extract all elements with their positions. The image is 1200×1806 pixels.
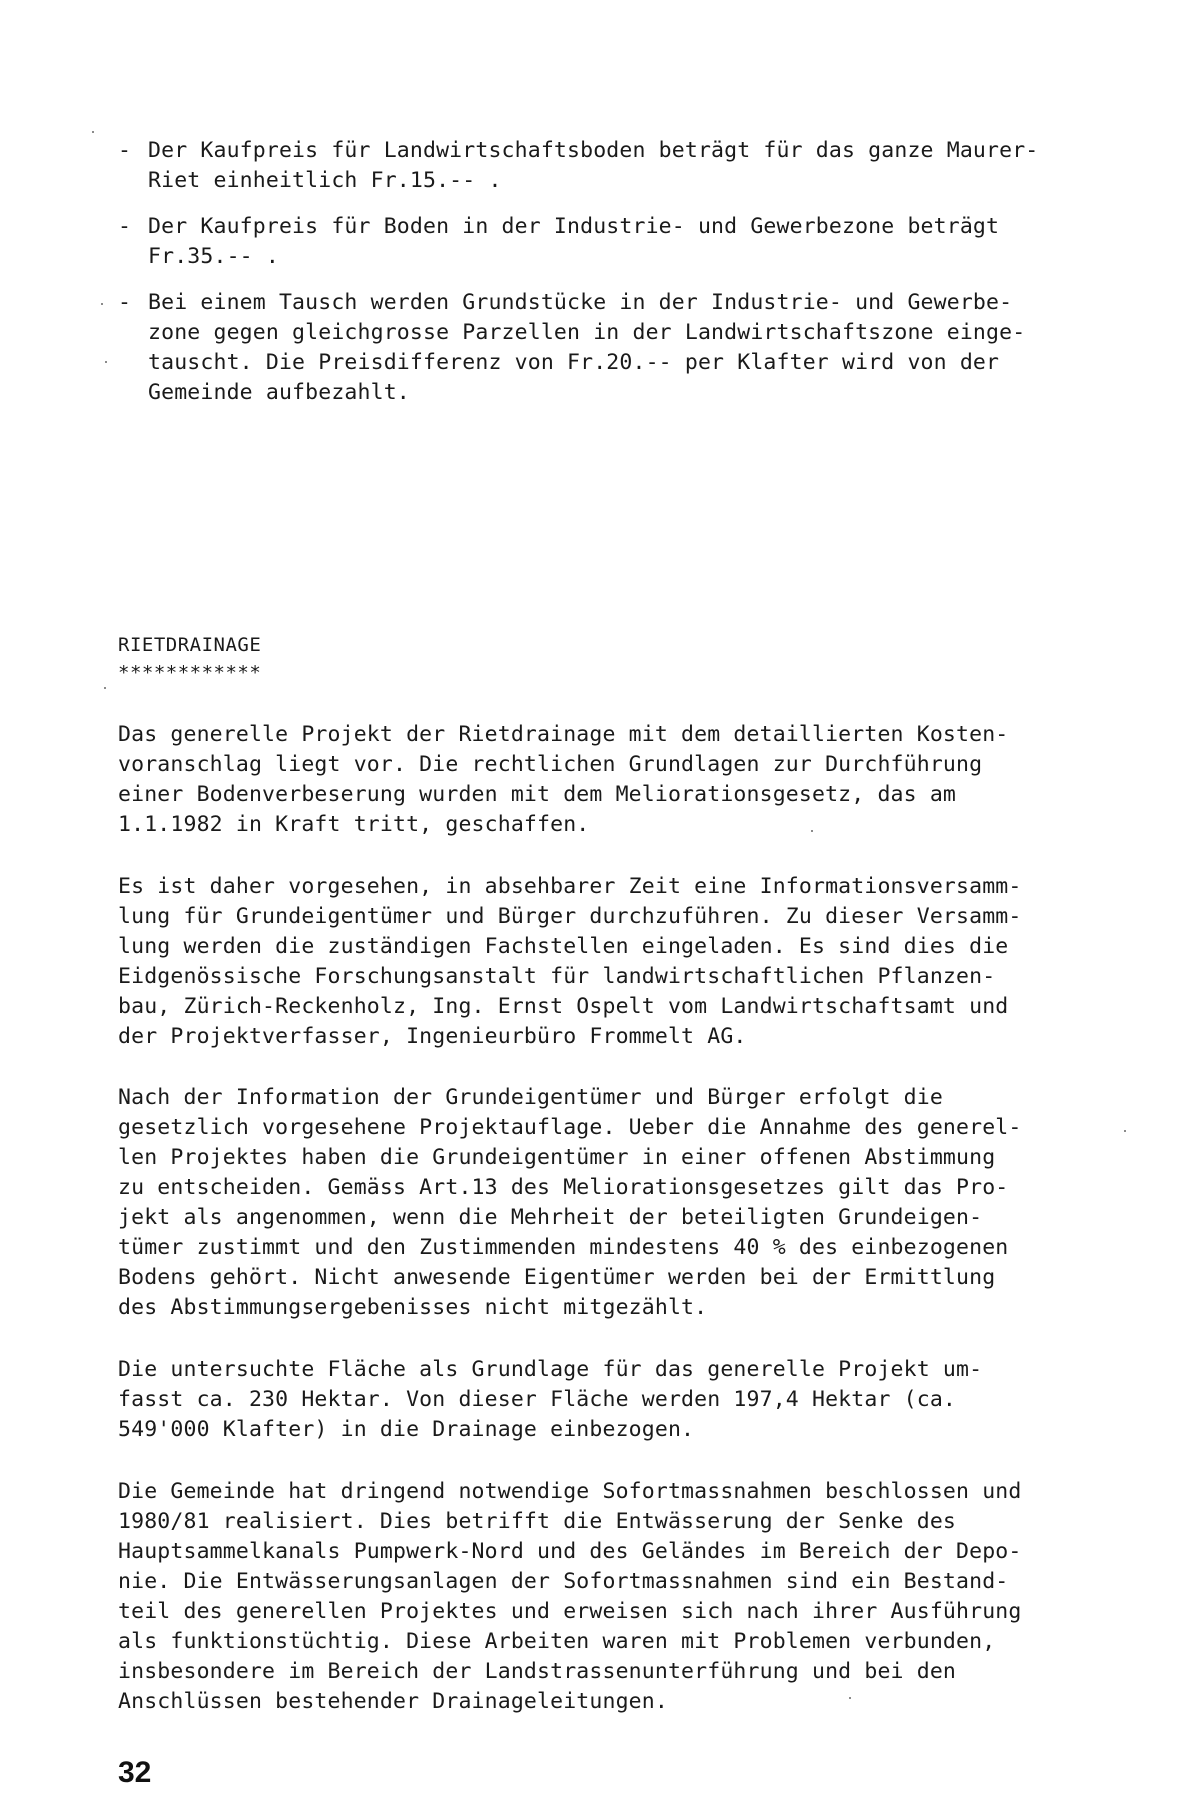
text-line: Eidgenössische Forschungsanstalt für landwirtschaftlichen Pflanzen- bbox=[118, 964, 996, 989]
text-line: Der Kaufpreis für Boden in der Industrie- und Gewerbezone beträgt bbox=[148, 214, 1000, 239]
text-line: teil des generellen Projektes und erweisen sich nach ihrer Ausführung bbox=[118, 1599, 1022, 1624]
text-line: des Abstimmungsergebenisses nicht mitgezählt. bbox=[118, 1295, 708, 1320]
text-line: Bei einem Tausch werden Grundstücke in der Industrie- und Gewerbe- bbox=[148, 290, 1013, 315]
scan-speck bbox=[811, 830, 813, 832]
scan-speck bbox=[1124, 1130, 1126, 1132]
scan-speck bbox=[104, 687, 106, 689]
text-line: zu entscheiden. Gemäss Art.13 des Meliorationsgesetzes gilt das Pro- bbox=[118, 1175, 1009, 1200]
text-line: bau, Zürich-Reckenholz, Ing. Ernst Ospelt vom Landwirtschaftsamt und bbox=[118, 994, 1009, 1019]
text-line: gesetzlich vorgesehene Projektauflage. Ueber die Annahme des generel- bbox=[118, 1115, 1022, 1140]
bullet-dash: - bbox=[118, 290, 131, 315]
text-line: Fr.35.-- . bbox=[148, 244, 279, 269]
text-line: 1980/81 realisiert. Dies betrifft die Entwässerung der Senke des bbox=[118, 1509, 957, 1534]
text-line: als funktionstüchtig. Diese Arbeiten waren mit Problemen verbunden, bbox=[118, 1629, 996, 1654]
text-line: Der Kaufpreis für Landwirtschaftsboden beträgt für das ganze Maurer- bbox=[148, 138, 1039, 163]
scan-speck bbox=[101, 303, 103, 305]
text-line: tauscht. Die Preisdifferenz von Fr.20.-- per Klafter wird von der bbox=[148, 350, 1000, 375]
text-line: lung werden die zuständigen Fachstellen eingeladen. Es sind dies die bbox=[118, 934, 1009, 959]
text-line: nie. Die Entwässerungsanlagen der Sofortmassnahmen sind ein Bestand- bbox=[118, 1569, 1009, 1594]
bullet-dash: - bbox=[118, 138, 131, 163]
text-line: Riet einheitlich Fr.15.-- . bbox=[148, 168, 502, 193]
text-line: 549'000 Klafter) in die Drainage einbezogen. bbox=[118, 1417, 695, 1442]
text-line: einer Bodenverbeserung wurden mit dem Meliorationsgesetz, das am bbox=[118, 782, 957, 807]
scan-speck bbox=[92, 131, 94, 133]
text-line: fasst ca. 230 Hektar. Von dieser Fläche werden 197,4 Hektar (ca. bbox=[118, 1387, 957, 1412]
text-line: jekt als angenommen, wenn die Mehrheit der beteiligten Grundeigen- bbox=[118, 1205, 983, 1230]
text-line: insbesondere im Bereich der Landstrassenunterführung und bei den bbox=[118, 1659, 957, 1684]
text-line: len Projektes haben die Grundeigentümer in einer offenen Abstimmung bbox=[118, 1145, 996, 1170]
scan-speck bbox=[849, 1697, 851, 1699]
text-line: Es ist daher vorgesehen, in absehbarer Zeit eine Informationsversamm- bbox=[118, 874, 1022, 899]
text-line: Gemeinde aufbezahlt. bbox=[148, 380, 410, 405]
bullet-dash: - bbox=[118, 214, 131, 239]
text-line: Anschlüssen bestehender Drainageleitungen. bbox=[118, 1689, 668, 1714]
text-line: 1.1.1982 in Kraft tritt, geschaffen. bbox=[118, 812, 590, 837]
text-line: Die untersuchte Fläche als Grundlage für das generelle Projekt um- bbox=[118, 1357, 983, 1382]
text-line: Das generelle Projekt der Rietdrainage mit dem detaillierten Kosten- bbox=[118, 722, 1009, 747]
scan-speck bbox=[105, 361, 107, 363]
text-line: der Projektverfasser, Ingenieurbüro Frommelt AG. bbox=[118, 1024, 747, 1049]
text-line: Die Gemeinde hat dringend notwendige Sofortmassnahmen beschlossen und bbox=[118, 1479, 1022, 1504]
section-underline: ************ bbox=[118, 662, 262, 684]
text-line: voranschlag liegt vor. Die rechtlichen Grundlagen zur Durchführung bbox=[118, 752, 983, 777]
text-line: lung für Grundeigentümer und Bürger durchzuführen. Zu dieser Versamm- bbox=[118, 904, 1022, 929]
section-title: RIETDRAINAGE bbox=[118, 634, 262, 656]
text-line: Bodens gehört. Nicht anwesende Eigentümer werden bei der Ermittlung bbox=[118, 1265, 996, 1290]
text-line: Hauptsammelkanals Pumpwerk-Nord und des Geländes im Bereich der Depo- bbox=[118, 1539, 1022, 1564]
text-line: Nach der Information der Grundeigentümer und Bürger erfolgt die bbox=[118, 1085, 943, 1110]
text-line: zone gegen gleichgrosse Parzellen in der Landwirtschaftszone einge- bbox=[148, 320, 1026, 345]
page-number: 32 bbox=[118, 1756, 152, 1789]
text-line: tümer zustimmt und den Zustimmenden mindestens 40 % des einbezogenen bbox=[118, 1235, 1009, 1260]
